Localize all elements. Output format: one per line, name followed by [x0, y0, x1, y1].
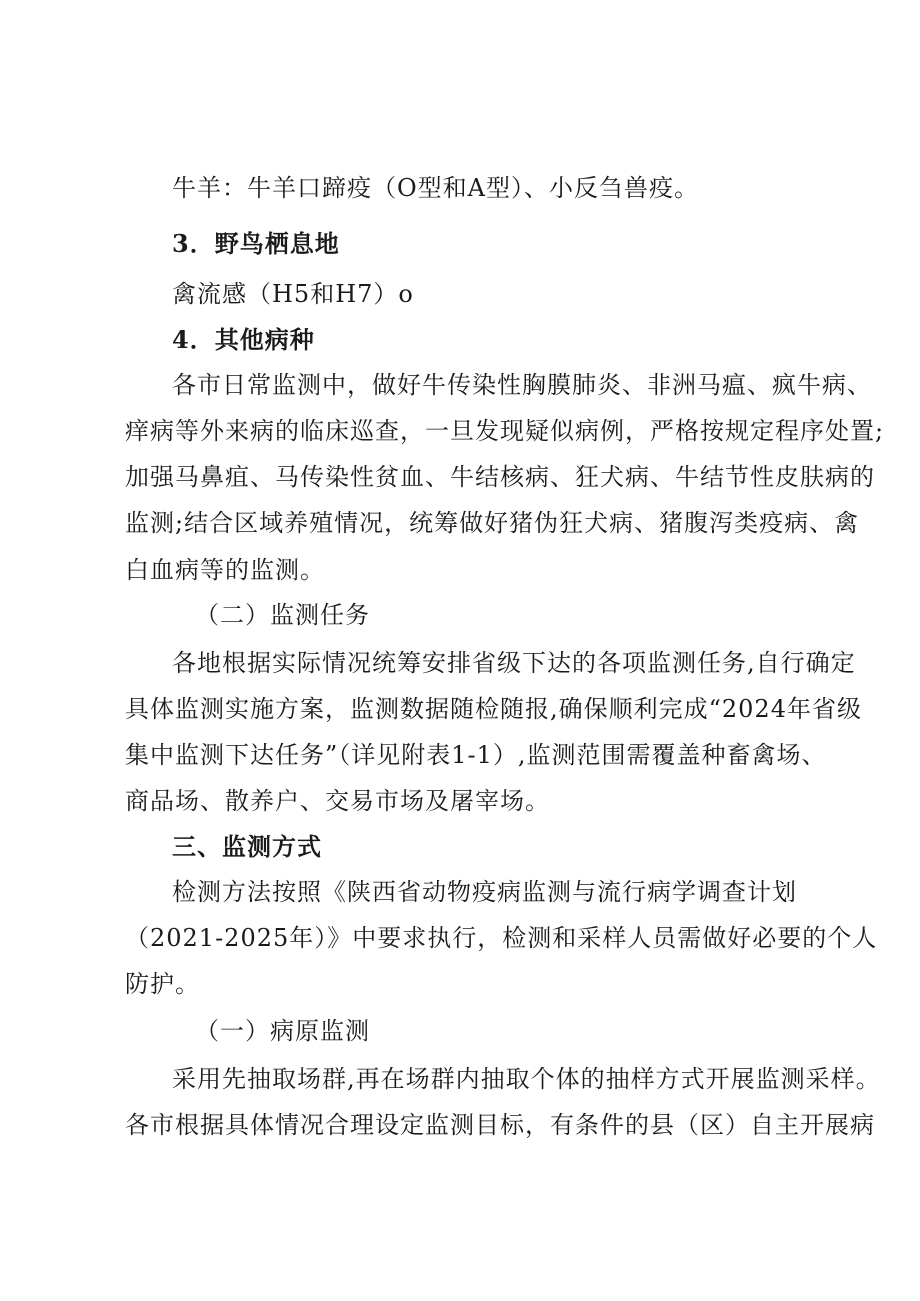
paragraph-other-diseases-line-5: 白血病等的监测。 — [125, 556, 325, 584]
paragraph-other-diseases-line-1: 各市日常监测中，做好牛传染性胸膜肺炎、非洲马瘟、疯牛病、 — [172, 371, 872, 399]
paragraph-other-diseases-line-4: 监测;结合区域养殖情况，统筹做好猪伪狂犬病、猪腹泻类疫病、禽 — [125, 509, 860, 537]
heading-pathogen-monitoring: （一）病原监测 — [195, 1017, 370, 1045]
paragraph-monitoring-tasks-line-2: 具体监测实施方案，监测数据随检随报,确保顺利完成“2024年省级 — [125, 695, 862, 723]
heading-wild-bird-habitat: 3．野鸟栖息地 — [172, 229, 340, 258]
paragraph-pathogen-line-2: 各市根据具体情况合理设定监测目标，有条件的县（区）自主开展病 — [125, 1111, 875, 1139]
heading-monitoring-tasks: （二）监测任务 — [195, 601, 370, 629]
paragraph-other-diseases-line-3: 加强马鼻疽、马传染性贫血、牛结核病、狂犬病、牛结节性皮肤病的 — [125, 463, 875, 491]
heading-monitoring-methods: 三、监测方式 — [172, 832, 322, 861]
paragraph-monitoring-tasks-line-1: 各地根据实际情况统筹安排省级下达的各项监测任务,自行确定 — [172, 649, 856, 677]
paragraph-other-diseases-line-2: 痒病等外来病的临床巡查，一旦发现疑似病例，严格按规定程序处置; — [125, 417, 885, 445]
paragraph-monitoring-tasks-line-3: 集中监测下达任务”（详见附表1-1）,监测范围需覆盖种畜禽场、 — [125, 741, 827, 769]
paragraph-monitoring-tasks-line-4: 商品场、散养户、交易市场及屠宰场。 — [125, 787, 550, 815]
heading-other-diseases: 4．其他病种 — [172, 325, 315, 354]
paragraph-methods-line-1: 检测方法按照《陕西省动物疫病监测与流行病学调查计划 — [172, 878, 797, 906]
paragraph-avian-influenza: 禽流感（H5和H7）o — [172, 280, 414, 308]
paragraph-pathogen-line-1: 采用先抽取场群,再在场群内抽取个体的抽样方式开展监测采样。 — [172, 1065, 881, 1093]
paragraph-cattle-sheep: 牛羊：牛羊口蹄疫（O型和A型）、小反刍兽疫。 — [172, 174, 700, 202]
paragraph-methods-line-3: 防护。 — [125, 970, 200, 998]
paragraph-methods-line-2: （2021-2025年）》中要求执行，检测和采样人员需做好必要的个人 — [125, 924, 878, 952]
